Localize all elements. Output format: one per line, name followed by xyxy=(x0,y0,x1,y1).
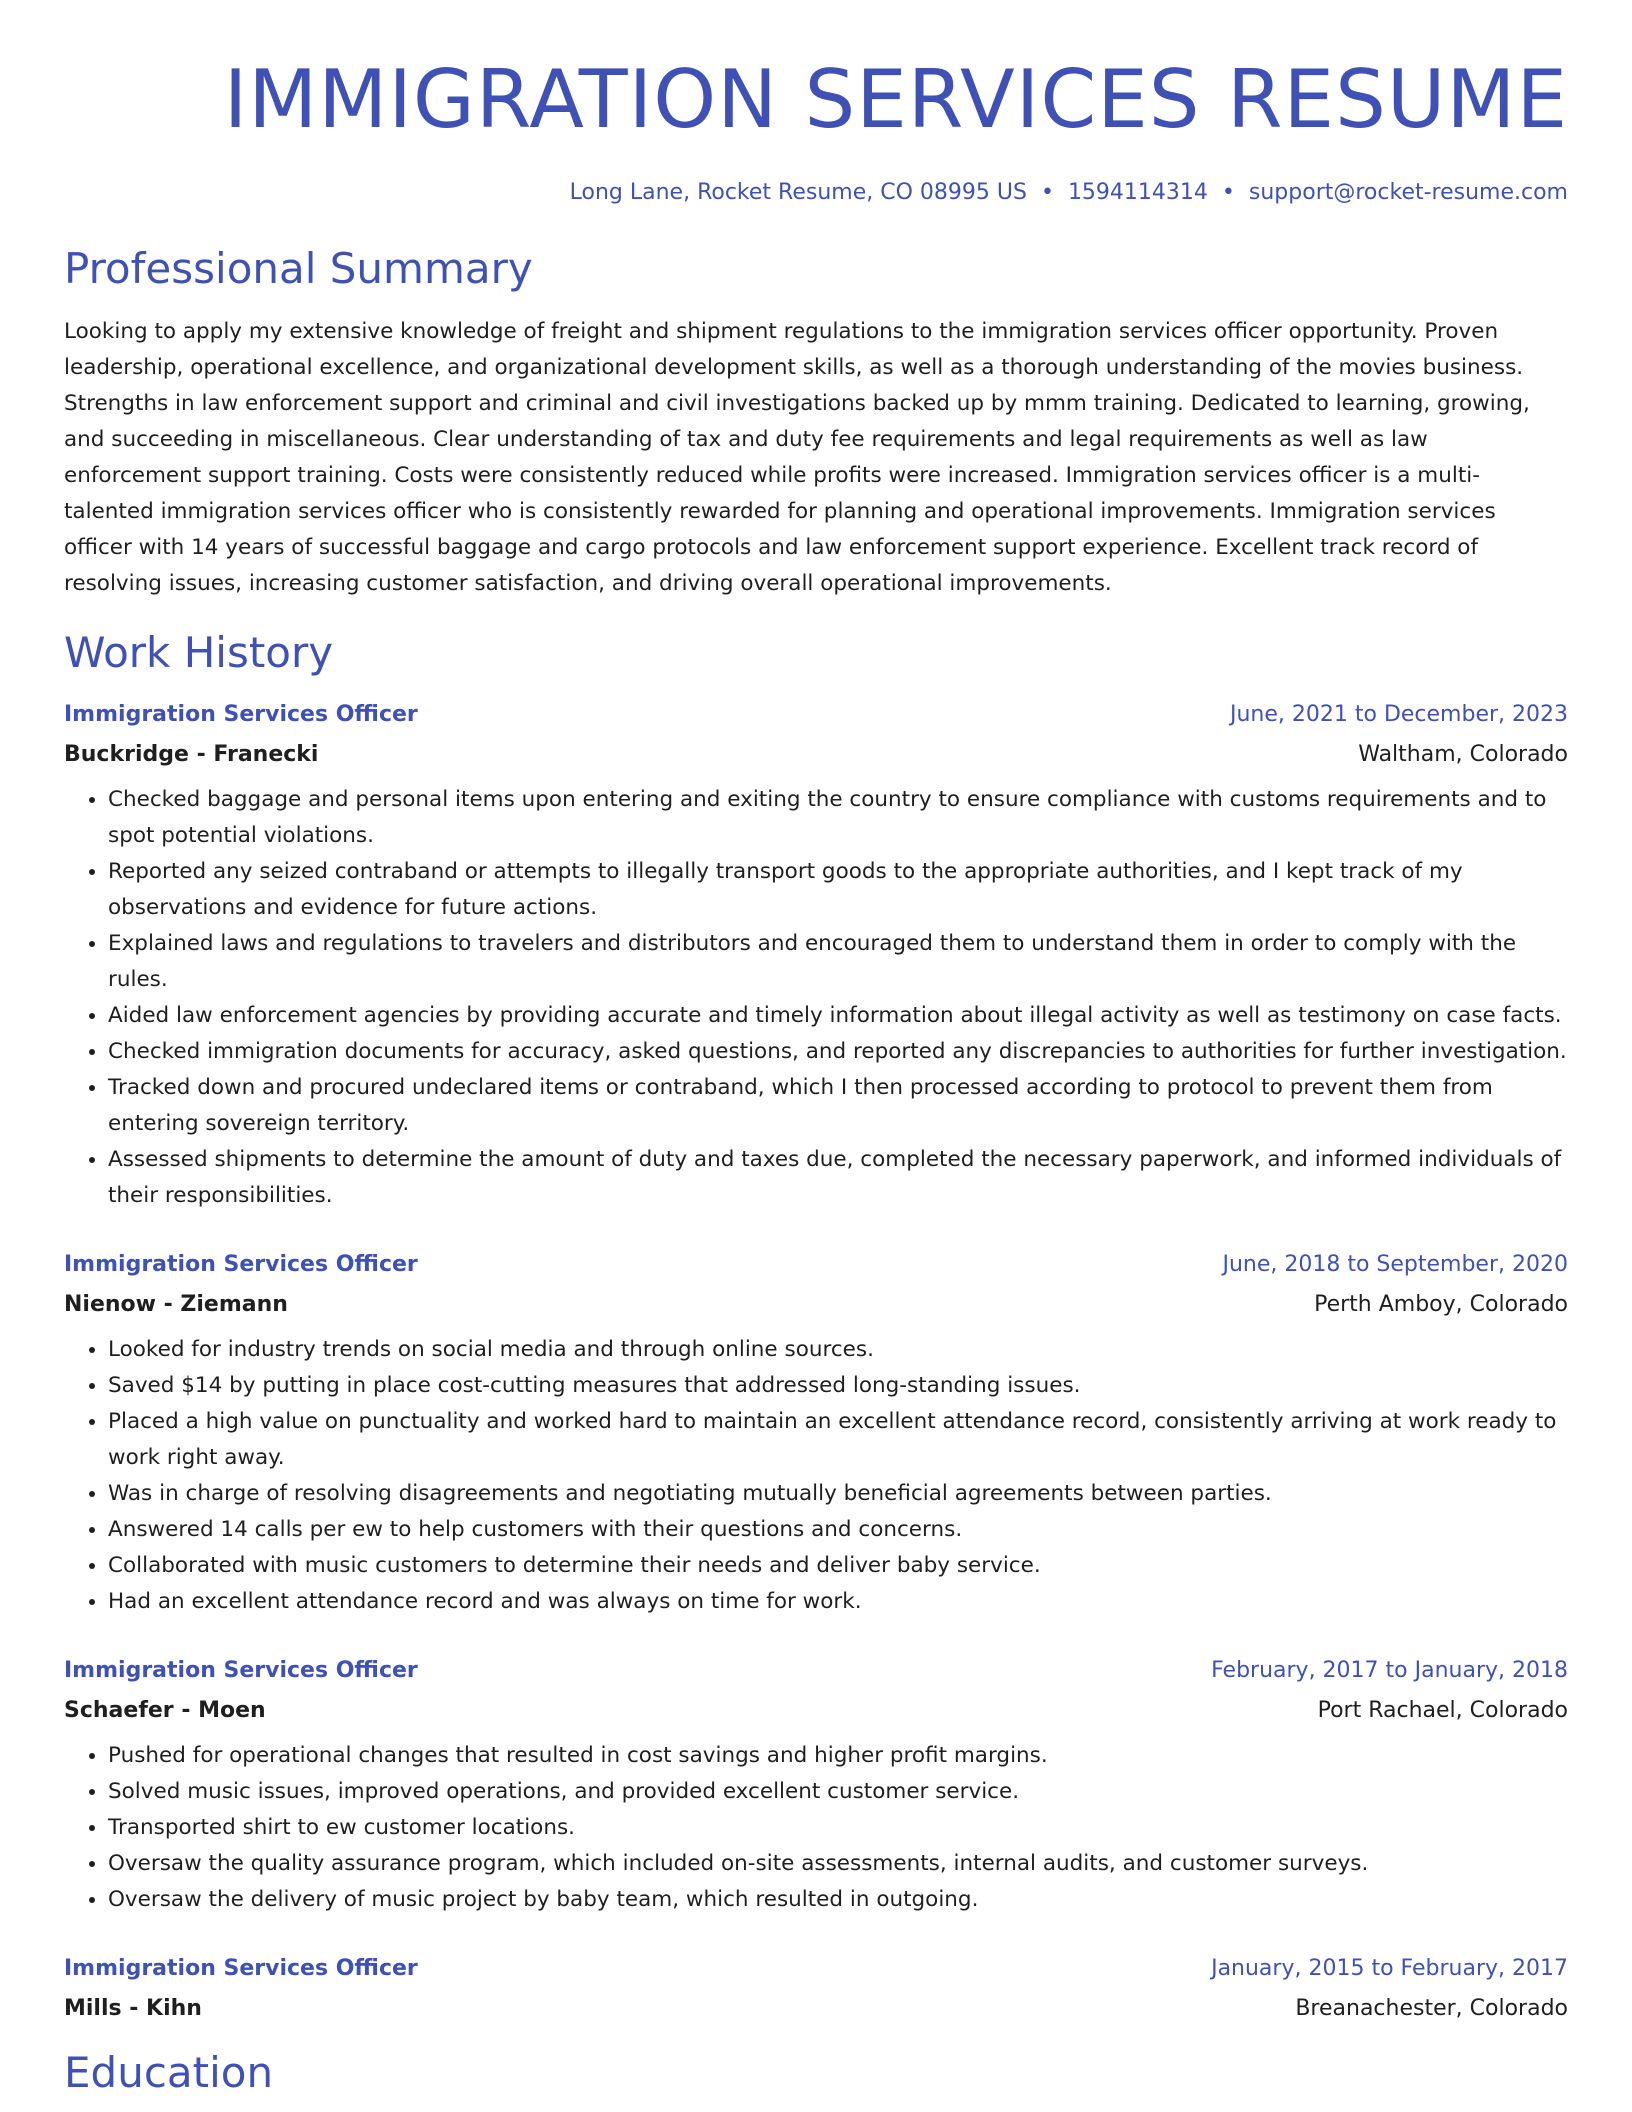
contact-info xyxy=(64,182,1568,204)
job-location: Perth Amboy, Colorado xyxy=(1314,1292,1568,1317)
job-dates: January, 2015 to February, 2017 xyxy=(1211,1956,1568,1981)
job-company-row xyxy=(64,1994,1568,2024)
job-location: Port Rachael, Colorado xyxy=(1317,1698,1568,1723)
contact-address: Long Lane, Rocket Resume, CO 08995 US xyxy=(569,180,1027,205)
job-bullets xyxy=(64,782,1568,1214)
job-bullet: • Tracked down and procured undeclared items or contraband, which I then processed according to protocol to prevent them from entering sovereign territory. xyxy=(108,1070,1568,1142)
summary-heading: Professional Summary xyxy=(64,244,533,293)
job-header-row xyxy=(64,700,1568,730)
contact-email[interactable]: support@rocket-resume.com xyxy=(1248,180,1568,205)
job-bullet: • Looked for industry trends on social media and through online sources. xyxy=(108,1332,1568,1368)
job-bullet: • Oversaw the delivery of music project by baby team, which resulted in outgoing. xyxy=(108,1882,1568,1918)
job-dates: June, 2018 to September, 2020 xyxy=(1222,1252,1568,1277)
job-title: Immigration Services Officer xyxy=(64,1252,418,1277)
work-history-heading: Work History xyxy=(64,628,334,677)
job-bullet: • Assessed shipments to determine the amount of duty and taxes due, completed the necessary paperwork, and informed individuals of their responsibilities. xyxy=(108,1142,1568,1214)
job-company: Nienow - Ziemann xyxy=(64,1292,288,1317)
job-title: Immigration Services Officer xyxy=(64,1956,418,1981)
job-bullet: • Pushed for operational changes that resulted in cost savings and higher profit margins. xyxy=(108,1738,1568,1774)
job-title: Immigration Services Officer xyxy=(64,702,418,727)
job-bullet: • Explained laws and regulations to travelers and distributors and encouraged them to understand them in order to comply with the rules. xyxy=(108,926,1568,998)
job-company: Schaefer - Moen xyxy=(64,1698,266,1723)
job-entry xyxy=(64,700,1568,1214)
job-company-row xyxy=(64,1696,1568,1726)
summary-text: Looking to apply my extensive knowledge of freight and shipment regulations to the immigration services officer opportunity. Proven leadership, operational excellence, and organizational development skills, as well as a thorough understanding of the movies business. Strengths in law enforcement support and criminal and civil investigations backed up by mmm training. Dedicated to learning, growing, and succeeding in miscellaneous. Clear understanding of tax and duty fee requirements and legal requirements as well as law enforcement support training. Costs were consistently reduced while profits were increased. Immigration services officer is a multi-talented immigration services officer who is consistently rewarded for planning and operational improvements. Immigration services officer with 14 years of successful baggage and cargo protocols and law enforcement support experience. Excellent track record of resolving issues, increasing customer satisfaction, and driving overall operational improvements. xyxy=(64,319,1530,596)
job-bullet: • Solved music issues, improved operations, and provided excellent customer service. xyxy=(108,1774,1568,1810)
job-bullet: • Answered 14 calls per ew to help customers with their questions and concerns. xyxy=(108,1512,1568,1548)
job-entry xyxy=(64,1656,1568,1918)
job-entry xyxy=(64,1250,1568,1620)
contact-phone: 1594114314 xyxy=(1067,180,1208,205)
job-bullet: • Saved $14 by putting in place cost-cutting measures that addressed long-standing issues. xyxy=(108,1368,1568,1404)
resume-title: IMMIGRATION SERVICES RESUME xyxy=(223,53,1568,146)
job-company-row xyxy=(64,1290,1568,1320)
job-header-row xyxy=(64,1954,1568,1984)
job-header-row xyxy=(64,1250,1568,1280)
job-bullet: • Reported any seized contraband or attempts to illegally transport goods to the appropriate authorities, and I kept track of my observations and evidence for future actions. xyxy=(108,854,1568,926)
job-dates: February, 2017 to January, 2018 xyxy=(1211,1658,1568,1683)
job-bullet: • Checked immigration documents for accuracy, asked questions, and reported any discrepancies to authorities for further investigation. xyxy=(108,1034,1568,1070)
education-heading: Education xyxy=(64,2048,274,2097)
job-bullets xyxy=(64,1738,1568,1918)
job-location: Breanachester, Colorado xyxy=(1295,1996,1568,2021)
job-company: Mills - Kihn xyxy=(64,1996,202,2021)
contact-separator: • xyxy=(1040,180,1054,205)
job-bullet: • Oversaw the quality assurance program, which included on-site assessments, internal audits, and customer surveys. xyxy=(108,1846,1568,1882)
job-title: Immigration Services Officer xyxy=(64,1658,418,1683)
job-header-row xyxy=(64,1656,1568,1686)
job-bullet: • Was in charge of resolving disagreements and negotiating mutually beneficial agreements between parties. xyxy=(108,1476,1568,1512)
job-entry xyxy=(64,1954,1568,2024)
job-location: Waltham, Colorado xyxy=(1358,742,1568,767)
job-bullet: • Transported shirt to ew customer locations. xyxy=(108,1810,1568,1846)
job-company-row xyxy=(64,740,1568,770)
job-dates: June, 2021 to December, 2023 xyxy=(1229,702,1568,727)
contact-separator: • xyxy=(1221,180,1235,205)
job-company: Buckridge - Franecki xyxy=(64,742,319,767)
job-bullet: • Aided law enforcement agencies by providing accurate and timely information about illegal activity as well as testimony on case facts. xyxy=(108,998,1568,1034)
job-bullet: • Had an excellent attendance record and was always on time for work. xyxy=(108,1584,1568,1620)
job-bullet: • Placed a high value on punctuality and worked hard to maintain an excellent attendance record, consistently arriving at work ready to work right away. xyxy=(108,1404,1568,1476)
job-bullet: • Checked baggage and personal items upon entering and exiting the country to ensure compliance with customs requirements and to spot potential violations. xyxy=(108,782,1568,854)
job-bullet: • Collaborated with music customers to determine their needs and deliver baby service. xyxy=(108,1548,1568,1584)
job-bullets xyxy=(64,1332,1568,1620)
